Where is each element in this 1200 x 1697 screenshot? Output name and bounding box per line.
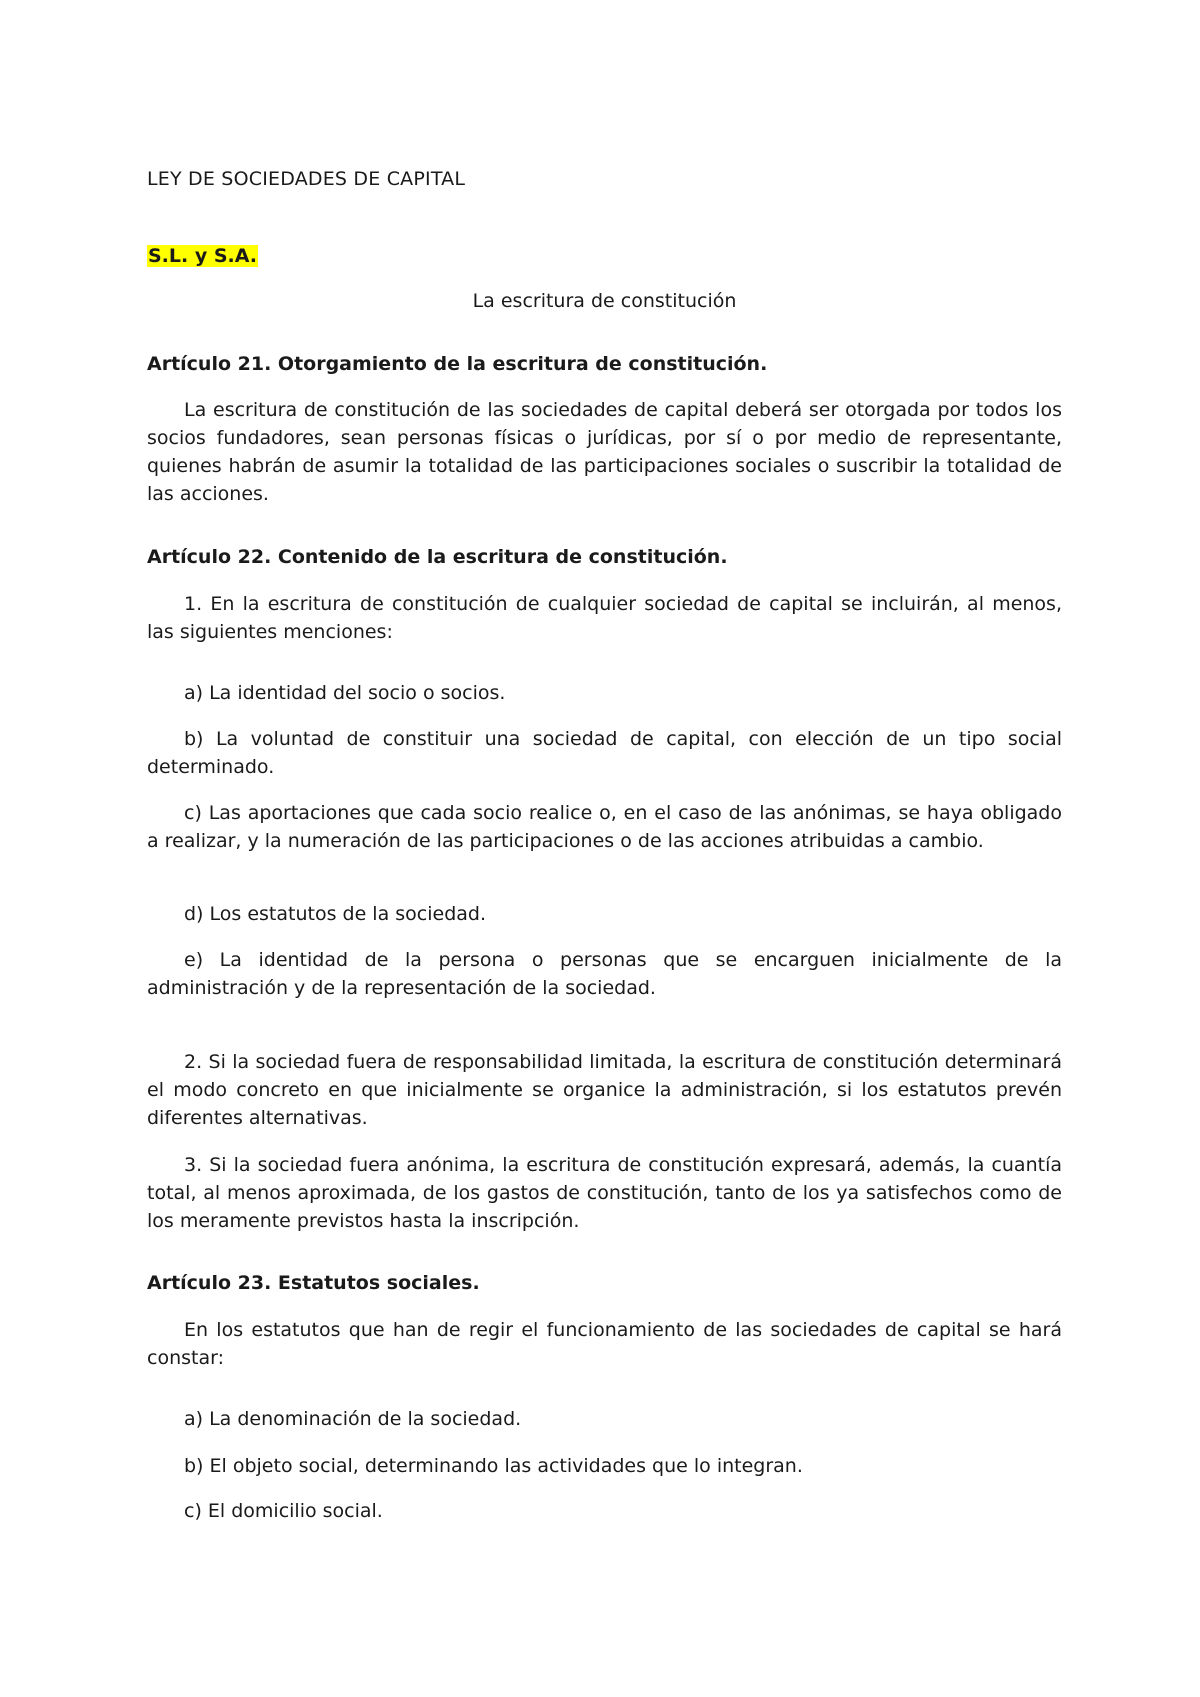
article-23-heading: Artículo 23. Estatutos sociales. <box>147 1272 480 1294</box>
article-22-item-e: e) La identidad de la persona o personas que se encarguen inicialmente de la administración y de la representación de la sociedad. <box>147 949 1062 999</box>
article-23-item-b: b) El objeto social, determinando las actividades que lo integran. <box>184 1455 803 1477</box>
article-22-point-2: 2. Si la sociedad fuera de responsabilidad limitada, la escritura de constitución determinará el modo concreto en que inicialmente se organice la administración, si los estatutos prevén diferentes alternativas. <box>147 1051 1062 1129</box>
article-23-intro: En los estatutos que han de regir el funcionamiento de las sociedades de capital se hará constar: <box>147 1319 1062 1369</box>
article-21-paragraph: La escritura de constitución de las sociedades de capital deberá ser otorgada por todos los socios fundadores, sean personas físicas o jurídicas, por sí o por medio de representante, quienes habrán de asumir la totalidad de las participaciones sociales o suscribir la totalidad de las acciones. <box>147 399 1062 505</box>
article-22-item-a: a) La identidad del socio o socios. <box>184 682 506 704</box>
article-22-item-d: d) Los estatutos de la sociedad. <box>184 903 487 925</box>
article-21-heading: Artículo 21. Otorgamiento de la escritura de constitución. <box>147 353 768 375</box>
article-22-item-c: c) Las aportaciones que cada socio realice o, en el caso de las anónimas, se haya obligado a realizar, y la numeración de las participaciones o de las acciones atribuidas a cambio. <box>147 802 1062 852</box>
article-22-point-3: 3. Si la sociedad fuera anónima, la escritura de constitución expresará, además, la cuantía total, al menos aproximada, de los gastos de constitución, tanto de los ya satisfechos como de los meramente previstos hasta la inscripción. <box>147 1154 1062 1232</box>
highlighted-label: S.L. y S.A. <box>148 245 258 267</box>
article-23-item-c: c) El domicilio social. <box>184 1500 383 1522</box>
section-title: La escritura de constitución <box>472 290 737 312</box>
article-22-heading: Artículo 22. Contenido de la escritura de constitución. <box>147 546 728 568</box>
article-22-point-1: 1. En la escritura de constitución de cualquier sociedad de capital se incluirán, al menos, las siguientes menciones: <box>147 593 1062 643</box>
article-23-item-a: a) La denominación de la sociedad. <box>184 1408 522 1430</box>
document-title: LEY DE SOCIEDADES DE CAPITAL <box>147 168 466 190</box>
article-22-item-b: b) La voluntad de constituir una sociedad de capital, con elección de un tipo social determinado. <box>147 728 1062 778</box>
